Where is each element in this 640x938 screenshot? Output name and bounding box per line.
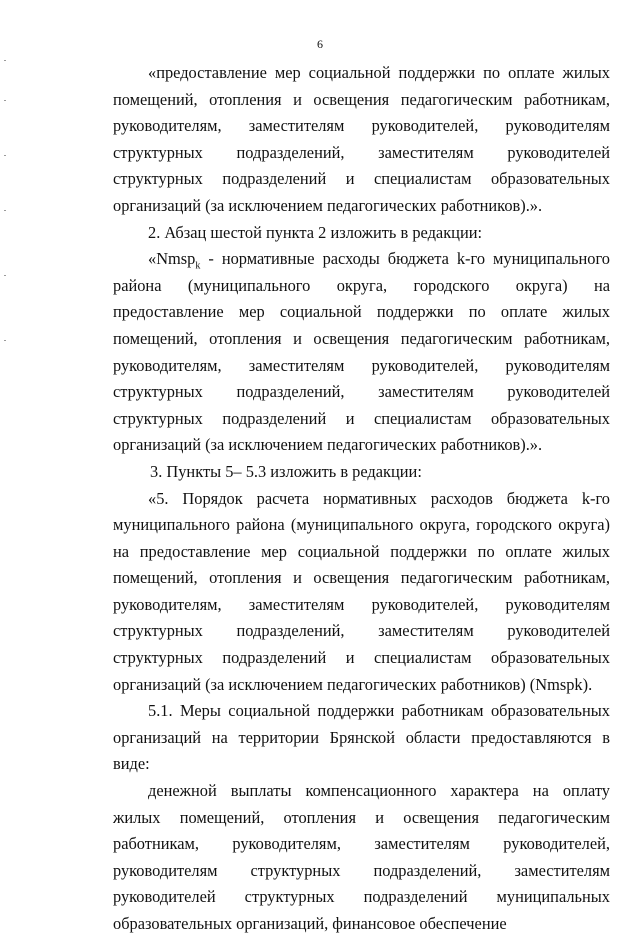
paragraph-section-5: «5. Порядок расчета нормативных расходов бюджета k-го муниципального района (муниципального округа, городского округа) на предоставление мер социальной поддержки по оплате жилых помещений, отопления и освещения педагогическим работникам, руководителям, заместителям руководителей, руководителям структурных подразделений, заместителям руководителей структурных подразделений и специалистам образовательных организаций (за исключением педагогических работников) (Nmspk). [113,488,610,694]
nmsp-subscript: k [195,260,201,272]
paragraph-section-5-1: 5.1. Меры социальной поддержки работникам образовательных организаций на территории Брянской области предоставляются в виде: [113,701,610,774]
page-number: 6 [317,37,323,51]
paragraph-nmsp-definition [113,246,610,459]
paragraph-amendment-text: «предоставление мер социальной поддержки по оплате жилых помещений, отопления и освещения педагогическим работникам, руководителям, заместителям руководителей, руководителям структурных подразделений, заместителям руководителей структурных подразделений и специалистам образовательных организаций (за исключением педагогических работников).». [113,63,610,215]
paragraph-item-2: 2. Абзац шестой пункта 2 изложить в редакции: [148,222,483,242]
scan-edge-marks [4,60,6,360]
paragraph-cash-payment: денежной выплаты компенсационного характера на оплату жилых помещений, отопления и освещения педагогическим работникам, руководителям, заместителям руководителей, руководителям структурных подразделений, заместителям руководителей структурных подразделений муниципальных образовательных организаций, финансовое обеспечение [113,781,610,933]
nmsp-definition-text: - нормативные расходы бюджета k-го муниципального района (муниципального округа, городского округа) на предоставление мер социальной поддержки по оплате жилых помещений, отопления и освещения педагогическим работникам, руководителям, заместителям руководителей, руководителям структурных подразделений, заместителям руководителей структурных подразделений и специалистам образовательных организаций (за исключением педагогических работников).». [113,249,610,455]
paragraph-item-3: 3. Пункты 5– 5.3 изложить в редакции: [150,461,422,481]
document-body [113,60,610,938]
nmsp-symbol: «Nmsp [148,249,196,269]
